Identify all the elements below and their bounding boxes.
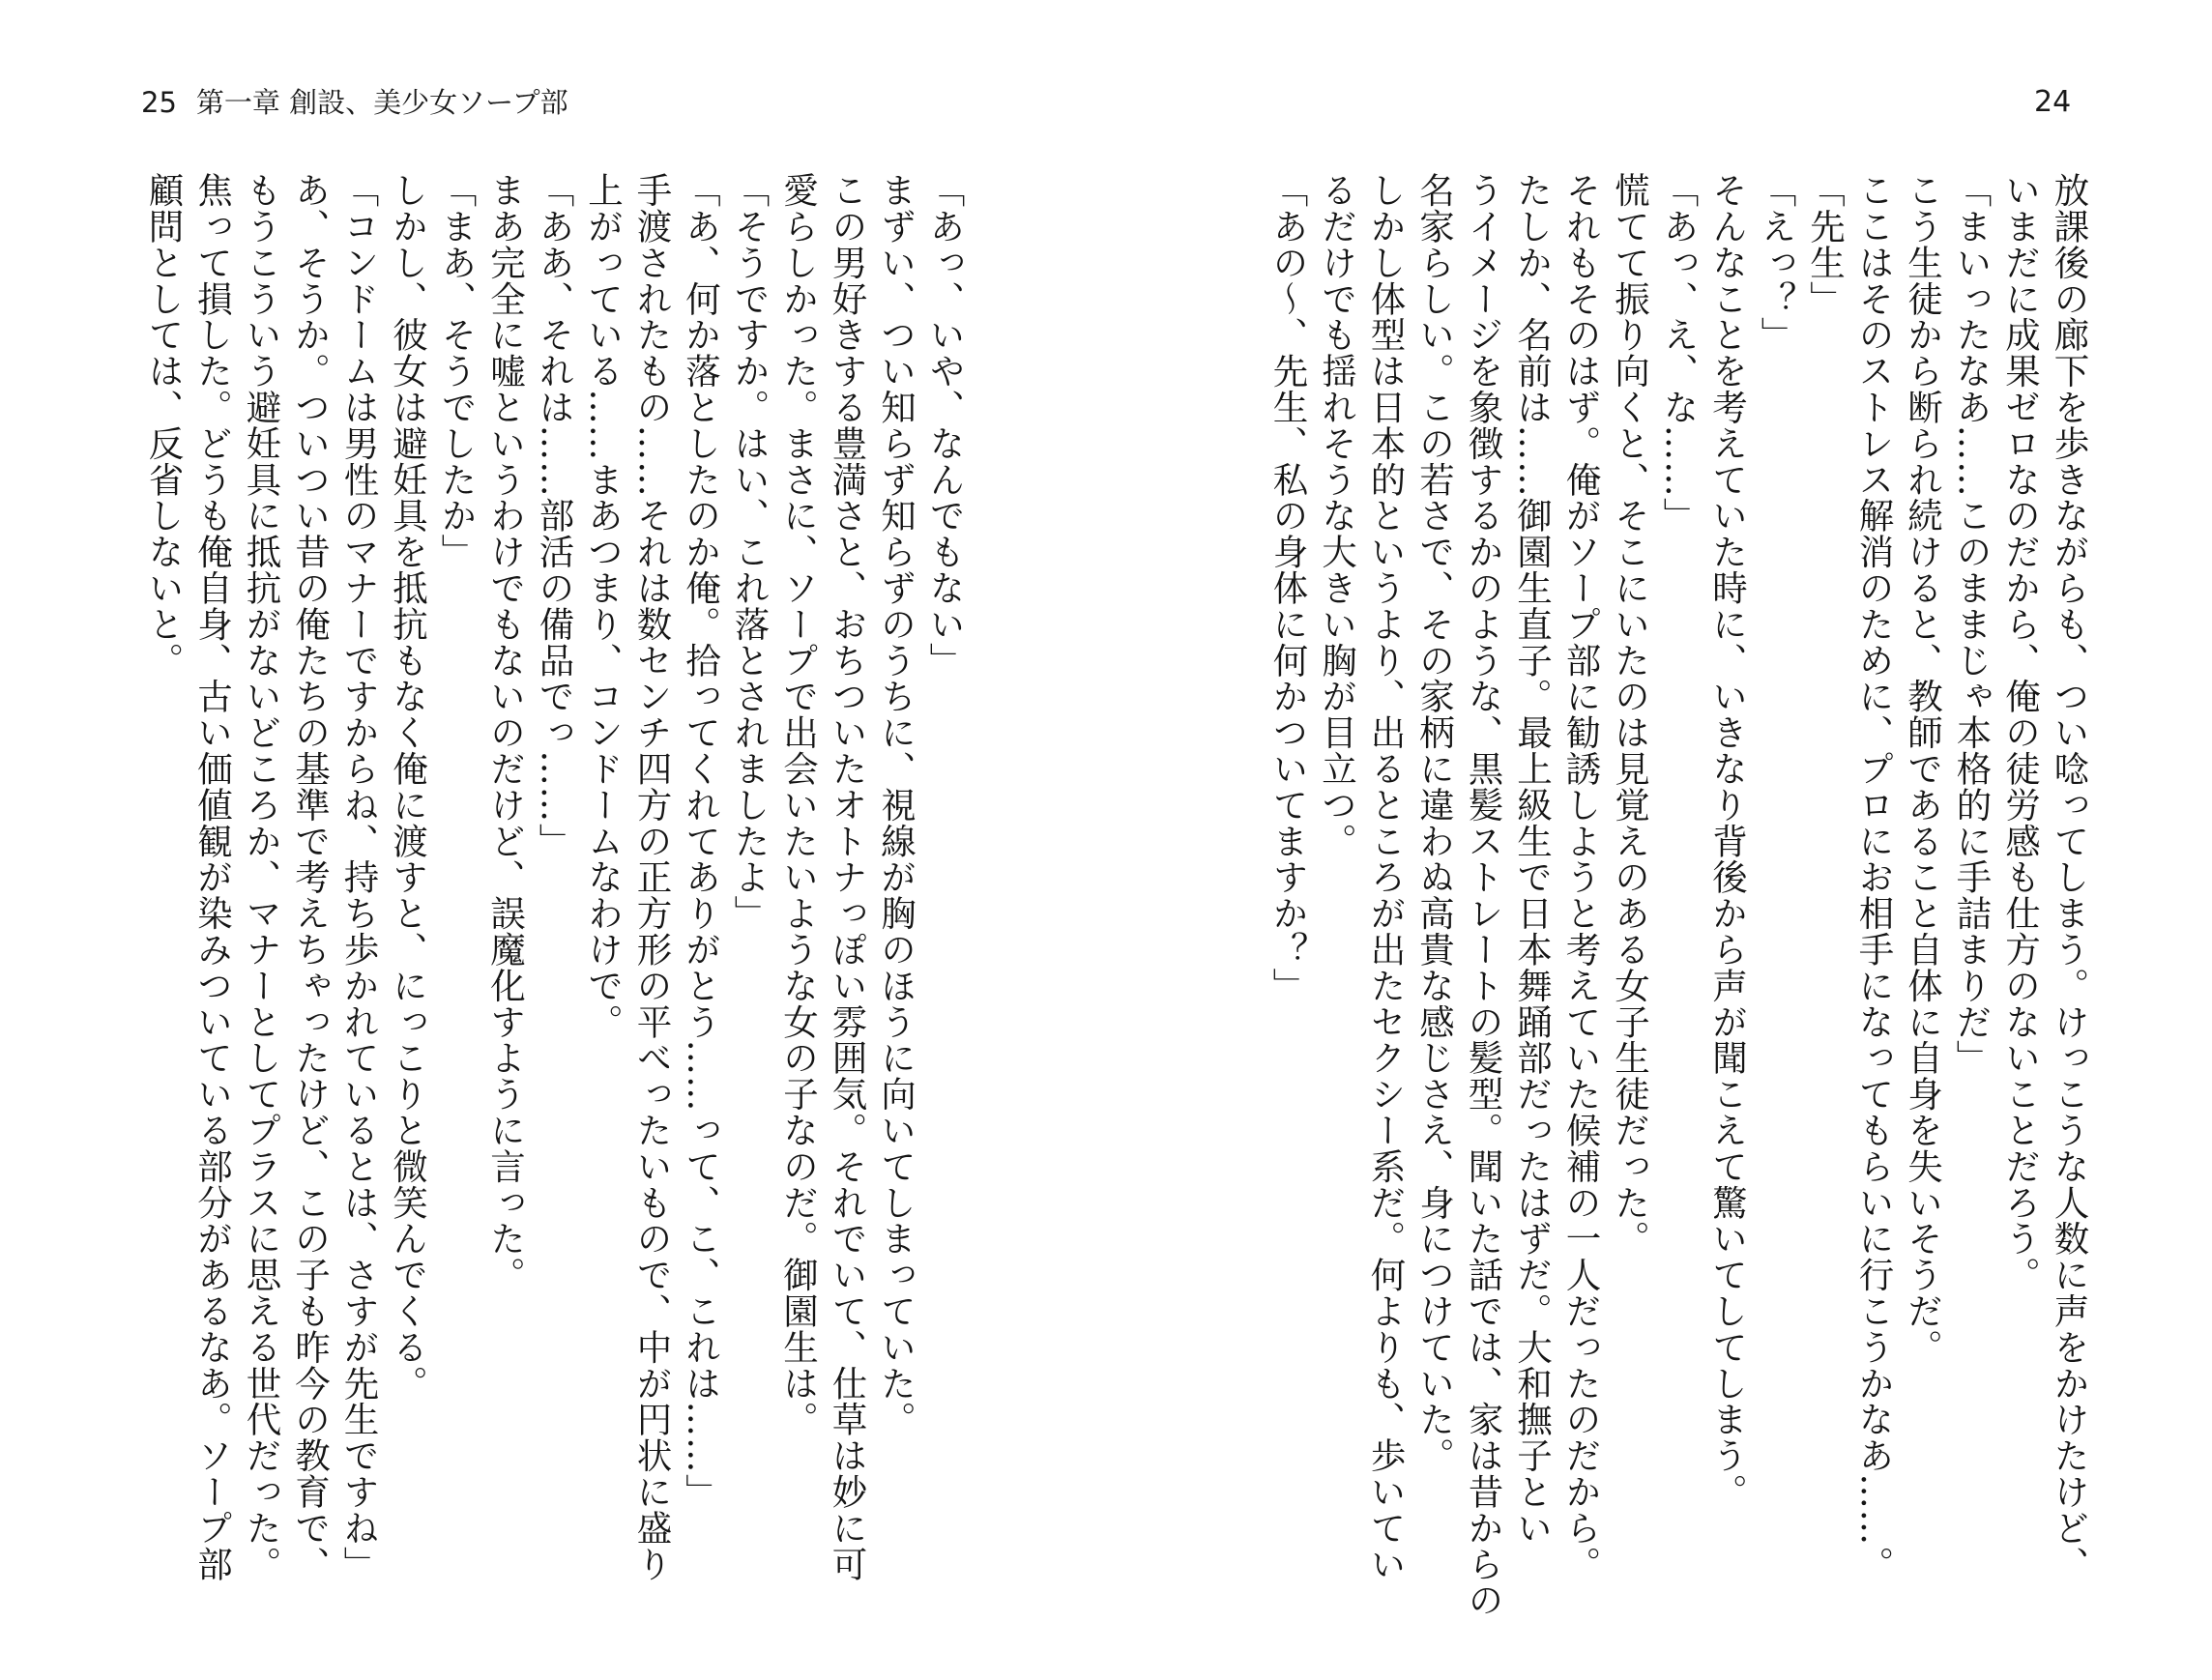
text-line: 放課後の廊下を歩きながらも、つい唸ってしまう。けっこうな人数に声をかけたけど、 (2049, 172, 2090, 1582)
text-line: 「ああ、それは……部活の備品でっ……」 (534, 172, 575, 859)
text-line: 上がっている……まあつまり、コンドームなわけで。 (582, 172, 625, 1040)
text-line: たしか、名前は……御園生直子。最上級生で日本舞踊部だったはずだ。大和撫子とい (1511, 172, 1554, 1547)
text-line: しかし、彼女は避妊具を抵抗もなく俺に渡すと、にっこりと微笑んでくる。 (387, 172, 429, 1402)
text-line: うイメージを象徴するかのような、黒髪ストレートの髪型。聞いた話では、家は昔からの (1463, 172, 1504, 1618)
text-line: それもそのはず。俺がソープ部に勧誘しようと考えていた候補の一人だったのだから。 (1560, 172, 1602, 1582)
text-line: まあ完全に嘘というわけでもないのだけど、誤魔化すように言った。 (484, 172, 527, 1293)
text-line: 「あ、何か落としたのか俺。拾ってくれてありがとう……って、こ、これは……」 (680, 172, 722, 1510)
text-line: いまだに成果ゼロなのだから、俺の徒労感も仕方のないことだろう。 (1999, 172, 2042, 1293)
text-line: あ、そうか。ついつい昔の俺たちの基準で考えちゃったけど、この子も昨今の教育で、 (289, 172, 332, 1582)
text-line: 「コンドームは男性のマナーですからね、持ち歩かれているとは、さすが先生ですね」 (338, 172, 380, 1582)
left-page-number: 25 (141, 86, 177, 119)
text-line: 愛らしかった。まさに、ソープで出会いたいような女の子なのだ。御園生は。 (777, 172, 820, 1437)
text-line: 「あっ、え、な……」 (1658, 172, 1700, 534)
text-line: こう生徒から断られ続けると、教師であること自体に自身を失いそうだ。 (1902, 172, 1944, 1366)
text-line: るだけでも揺れそうな大きい胸が目立つ。 (1316, 172, 1358, 859)
text-line: ここはそのストレス解消のために、プロにお相手になってもらいに行こうかなあ……。 (1853, 172, 1895, 1582)
text-line: しかし体型は日本的というより、出るところが出たセクシー系だ。何よりも、歩いてい (1365, 172, 1407, 1582)
text-line: 手渡されたもの……それは数センチ四方の正方形の平べったいもので、中が円状に盛り (631, 172, 673, 1582)
text-line: そんなことを考えていた時に、いきなり背後から声が聞こえて驚いてしてしまう。 (1706, 172, 1749, 1510)
running-header: 第一章 創設、美少女ソープ部 (195, 86, 568, 119)
text-line: 慌てて振り向くと、そこにいたのは見覚えのある女子生徒だった。 (1609, 172, 1651, 1257)
text-line: この男好きする豊満さと、おちついたオトナっぽい雰囲気。それでいて、仕草は妙に可 (827, 172, 868, 1582)
text-line: 「あっ、いや、なんでもない」 (924, 172, 966, 679)
text-line: 「あの～、先生、私の身体に何かついてますか？」 (1267, 172, 1309, 1004)
left-page-header (141, 81, 568, 121)
right-page-body (1136, 172, 2093, 1618)
text-line: 「先生」 (1804, 172, 1847, 317)
text-line: もうこういう避妊具に抵抗がないどころか、マナーとしてプラスに思える世代だった。 (241, 172, 282, 1582)
text-line: 名家らしい。この若さで、その家柄に違わぬ高貴な感じさえ、身につけていた。 (1413, 172, 1456, 1474)
text-line: 「まいったなあ……このままじゃ本格的に手詰まりだ」 (1951, 172, 1993, 1076)
text-line: 「そうですか。はい、これ落とされましたよ」 (729, 172, 771, 932)
text-line: 顧問としては、反省しないと。 (143, 172, 185, 679)
left-page-body (143, 172, 969, 1583)
right-page-number: 24 (2034, 85, 2072, 119)
text-line: まずい、つい知らず知らずのうちに、視線が胸のほうに向いてしまっていた。 (875, 172, 917, 1437)
text-line: 「まあ、そうでしたか」 (436, 172, 478, 570)
text-line: 焦って損した。どうも俺自身、古い価値観が染みついている部分があるなあ。ソープ部 (191, 172, 234, 1582)
text-line: 「えっ？」 (1756, 172, 1797, 353)
